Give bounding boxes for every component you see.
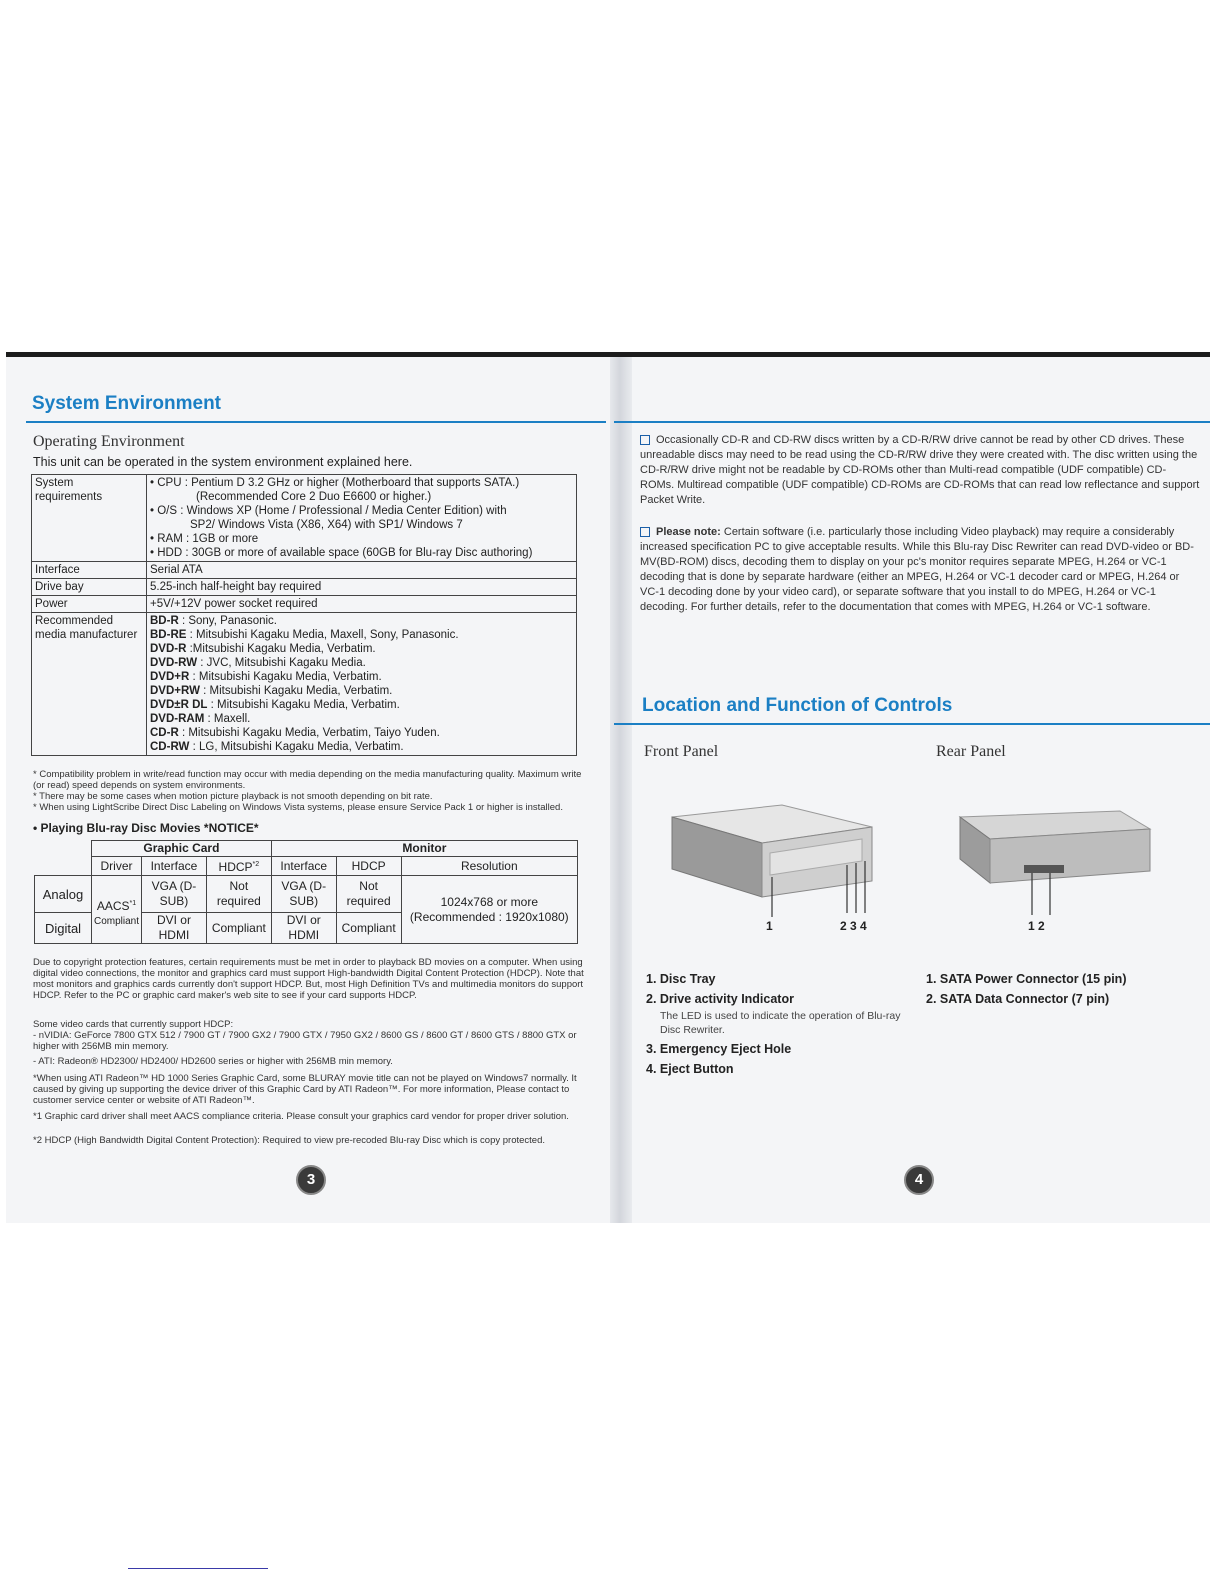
front-panel-drive-image xyxy=(662,797,882,937)
analog-monitor-interface: VGA (D-SUB) xyxy=(271,876,336,913)
col-monitor-hdcp: HDCP xyxy=(336,857,401,876)
list-item: 1. SATA Power Connector (15 pin) xyxy=(926,972,1127,986)
list-item: DVD±R DL : Mitsubishi Kagaku Media, Verbatim. xyxy=(150,699,400,711)
rear-panel-items xyxy=(926,969,1206,1009)
media-list xyxy=(147,613,577,756)
bluray-playback-table xyxy=(34,840,578,944)
col-hdcp: HDCP$^{*2}$ xyxy=(206,857,271,876)
compliant-small: Compliant xyxy=(94,916,140,927)
list-item: DVD+R : Mitsubishi Kagaku Media, Verbatim. xyxy=(150,671,382,683)
footnote: * Compatibility problem in write/read function may occur with media depending on the media manufacturing quality. Maximum write (or read) speed depends on system environments. xyxy=(33,769,582,791)
manual-spread xyxy=(6,352,1210,1223)
graphic-card-header: Graphic Card xyxy=(92,841,272,857)
list-item: CD-RW : LG, Mitsubishi Kagaku Media, Verbatim. xyxy=(150,741,404,753)
col-monitor-interface: Interface xyxy=(271,857,336,876)
rear-panel-drive-image xyxy=(950,803,1160,933)
list-item: 2. SATA Data Connector (7 pin) xyxy=(926,992,1110,1006)
hdd-line: • HDD : 30GB or more of available space (60GB for Blu-ray Disc authoring) xyxy=(150,547,533,559)
list-item: BD-R : Sony, Panasonic. xyxy=(150,615,277,627)
analog-label: Analog xyxy=(35,876,92,913)
table-row xyxy=(32,562,577,579)
digital-monitor-hdcp: Compliant xyxy=(336,913,401,944)
row-value: 5.25-inch half-height bay required xyxy=(147,579,577,596)
digital-monitor-interface: DVI or HDMI xyxy=(271,913,336,944)
cpu-recommended-line: (Recommended Core 2 Duo E6600 or higher.) xyxy=(196,491,432,503)
table-row xyxy=(32,613,577,756)
row-label: System requirements xyxy=(32,475,147,562)
row-label: Drive bay xyxy=(32,579,147,596)
section-title-system-environment: System Environment xyxy=(32,393,221,414)
analog-hdcp: Not required xyxy=(206,876,271,913)
footnote-hdcp: *2 HDCP (High Bandwidth Digital Content Protection): Required to view pre-recoded Blu-ray Disc which is copy protected. xyxy=(33,1135,546,1146)
row-label: Power xyxy=(32,596,147,613)
note-cd-rw: Occasionally CD-R and CD-RW discs written by a CD-R/RW drive cannot be read by other CD drives. These unreadable discs may need to be read using the CD-R/RW drive they were created with. The disc written using the CD-R/RW drive might not be readable by CD-ROMs other than Multi-read compatible (UDF compatible) CD-ROMs. Multiread compatible (UDF compatible) CD-ROMs are CD-ROMs that can read low reflectance and support Packet Write. xyxy=(640,434,1200,506)
digital-label: Digital xyxy=(35,913,92,944)
analog-interface: VGA (D-SUB) xyxy=(142,876,207,913)
page-gutter xyxy=(610,357,632,1223)
page-number-4: 4 xyxy=(904,1165,934,1195)
list-item: CD-R : Mitsubishi Kagaku Media, Verbatim, Taiyo Yuden. xyxy=(150,727,440,739)
page-number-3: 3 xyxy=(296,1165,326,1195)
copyright-paragraph: Due to copyright protection features, certain requirements must be met in order to playback BD movies on a computer. When using digital video connections, the monitor and graphics card must support High-bandwidth Digital Content Protection (HDCP). Note that most monitors and graphics cards currently don't support HDCP. But, most High Definition TVs and multimedia monitors do support HDCP. Refer to the PC or graphic card maker's web site to see if your card supports HDCP. xyxy=(33,957,584,1001)
col-driver: Driver xyxy=(92,857,142,876)
operating-environment-heading: Operating Environment xyxy=(33,433,185,450)
rear-callout-1-2: 1 2 xyxy=(1028,919,1045,933)
ati-cards: - ATI: Radeon® HD2300/ HD2400/ HD2600 series or higher with 256MB min memory. xyxy=(33,1056,393,1067)
digital-hdcp: Compliant xyxy=(206,913,271,944)
operating-environment-intro: This unit can be operated in the system environment explained here. xyxy=(33,455,413,469)
table-row xyxy=(35,876,578,913)
table-row xyxy=(32,475,577,562)
list-item: DVD-RW : JVC, Mitsubishi Kagaku Media. xyxy=(150,657,366,669)
os-line-2: SP2/ Windows Vista (X86, X64) with SP1/ Windows 7 xyxy=(190,519,463,531)
table-row xyxy=(32,596,577,613)
row-value: +5V/+12V power socket required xyxy=(147,596,577,613)
row-label: Interface xyxy=(32,562,147,579)
section-title-controls: Location and Function of Controls xyxy=(642,695,953,716)
section-rule xyxy=(26,421,606,423)
front-callout-1: 1 xyxy=(766,919,773,933)
cpu-line: • CPU : Pentium D 3.2 GHz or higher (Motherboard that supports SATA.) xyxy=(150,477,520,489)
list-item: DVD-R :Mitsubishi Kagaku Media, Verbatim. xyxy=(150,643,376,655)
list-item: 4. Eject Button xyxy=(646,1062,734,1076)
bluray-heading: • Playing Blu-ray Disc Movies *NOTICE* xyxy=(33,821,259,835)
nvidia-cards: - nVIDIA: GeForce 7800 GTX 512 / 7900 GT / 7900 GX2 / 7900 GTX / 7950 GX2 / 8600 GS / 8600 GT / 8600 GTS / 8800 GTX or higher with 256MB min memory. xyxy=(33,1030,577,1052)
footnote: * When using LightScribe Direct Disc Labeling on Windows Vista systems, please ensure Service Pack 1 or higher is installed. xyxy=(33,802,563,813)
list-item: BD-RE : Mitsubishi Kagaku Media, Maxell, Sony, Panasonic. xyxy=(150,629,459,641)
col-interface: Interface xyxy=(142,857,207,876)
section-rule xyxy=(614,723,1210,725)
system-requirements-table xyxy=(31,474,577,756)
note-software: Please note: Certain software (i.e. particularly those including Video playback) may require a considerably increased specification PC to give acceptable results. While this Blu-ray Disc Rewriter can read DVD-video or BD-MV(BD-ROM) discs, decoding them to display on your pc's monitor requires separate MPEG, H.264 or VC-1 decoding that is done by separate hardware (either an MPEG, H.264 or VC-1 decoder card or MPEG, H.264 or VC-1 decoding done by your video card), or separate software that you install to do MPEG, H.264 or VC-1 decoding. For further details, refer to the documentation that comes with MPEG, H.264 or VC-1 software. xyxy=(640,526,1194,613)
table-row xyxy=(32,579,577,596)
bottom-underline xyxy=(128,1568,268,1569)
footnotes xyxy=(33,769,583,813)
table-row xyxy=(35,857,578,876)
list-item: 3. Emergency Eject Hole xyxy=(646,1042,792,1056)
list-item: DVD-RAM : Maxell. xyxy=(150,713,251,725)
resolution-value: 1024x768 or more (Recommended : 1920x1080) xyxy=(401,876,577,944)
row-value xyxy=(147,475,577,562)
front-panel-items xyxy=(646,969,926,1079)
digital-interface: DVI or HDMI xyxy=(142,913,207,944)
footnote: * There may be some cases when motion picture playback is not smooth depending on bit rate. xyxy=(33,791,433,802)
driver-aacs: AACS$^{*1}$ Compliant xyxy=(92,876,142,944)
ram-line: • RAM : 1GB or more xyxy=(150,533,259,545)
front-panel-heading: Front Panel xyxy=(644,743,719,760)
item-description: The LED is used to indicate the operation of Blu-ray Disc Rewriter. xyxy=(660,1010,901,1036)
rear-panel-heading: Rear Panel xyxy=(936,743,1006,760)
section-rule xyxy=(614,421,1210,423)
front-callout-2-3-4: 2 3 4 xyxy=(840,919,867,933)
table-row xyxy=(35,841,578,857)
os-line: • O/S : Windows XP (Home / Professional / Media Center Edition) with xyxy=(150,505,507,517)
list-item: 2. Drive activity Indicator xyxy=(646,992,794,1006)
row-value: Serial ATA xyxy=(147,562,577,579)
hdcp-cards-intro: Some video cards that currently support HDCP: xyxy=(33,1019,234,1030)
analog-monitor-hdcp: Not required xyxy=(336,876,401,913)
right-page xyxy=(634,357,1210,1223)
row-label: Recommended media manufacturer xyxy=(32,613,147,756)
monitor-header: Monitor xyxy=(271,841,577,857)
list-item: 1. Disc Tray xyxy=(646,972,716,986)
list-item: DVD+RW : Mitsubishi Kagaku Media, Verbatim. xyxy=(150,685,393,697)
ati-notice: *When using ATI Radeon™ HD 1000 Series Graphic Card, some BLURAY movie title can not be played on Windows7 normally. It caused by giving up supporting the device driver of this Graphic Card by ATI Radeon™. For more information, Please contact to customer service center or website of ATI Radeon™. xyxy=(33,1073,577,1106)
checkbox-bullet-icon xyxy=(640,527,650,537)
col-resolution: Resolution xyxy=(401,857,577,876)
checkbox-bullet-icon xyxy=(640,435,650,445)
left-page xyxy=(26,357,606,1223)
footnote-aacs: *1 Graphic card driver shall meet AACS compliance criteria. Please consult your graphics card vendor for proper driver solution. xyxy=(33,1111,569,1122)
